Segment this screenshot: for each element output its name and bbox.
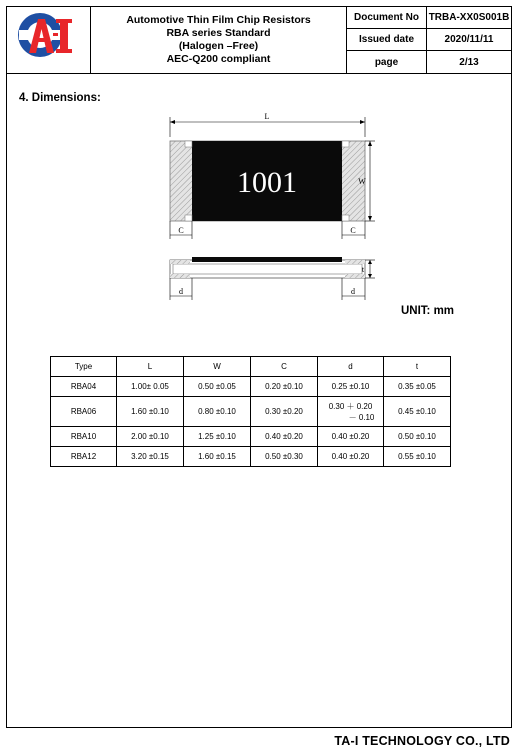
column-header-C: C: [251, 357, 318, 377]
cell-W: 1.60 ±0.15: [184, 447, 251, 467]
table-row: [51, 447, 451, 467]
unit-label: UNIT: mm: [401, 305, 455, 317]
cell-t: 0.45 ±0.10: [384, 397, 451, 427]
company-logo: [7, 7, 91, 73]
cell-type: RBA06: [51, 397, 117, 427]
dimension-C: [170, 221, 365, 239]
dim-C-right-label: C: [350, 226, 356, 235]
dim-d-left-label: d: [179, 287, 183, 296]
cell-t: 0.35 ±0.05: [384, 377, 451, 397]
table-header-row: [51, 357, 451, 377]
dim-C-left-label: C: [178, 226, 184, 235]
dim-t-label: t: [361, 265, 365, 274]
cell-t: 0.55 ±0.10: [384, 447, 451, 467]
table-row: [51, 377, 451, 397]
document-no-value: TRBA-XX0S001B: [427, 7, 511, 29]
cell-d: [318, 397, 384, 427]
cell-W: 1.25 ±0.10: [184, 427, 251, 447]
document-page: [6, 6, 512, 728]
column-header-W: W: [184, 357, 251, 377]
document-title-line: Automotive Thin Film Chip Resistors: [126, 14, 311, 26]
issued-date-value: 2020/11/11: [427, 29, 511, 51]
dimension-L: [170, 112, 365, 137]
cell-type: RBA10: [51, 427, 117, 447]
cell-W: 0.80 ±0.10: [184, 397, 251, 427]
cell-type: RBA04: [51, 377, 117, 397]
cell-L: 2.00 ±0.10: [117, 427, 184, 447]
column-header-t: t: [384, 357, 451, 377]
company-footer: TA-I TECHNOLOGY CO., LTD: [334, 734, 510, 748]
ta-i-logo-icon: [7, 7, 91, 73]
chip-top-view: [170, 141, 365, 221]
document-no-label: Document No: [347, 7, 427, 29]
document-title-line: RBA series Standard: [166, 27, 271, 39]
column-header-type: Type: [51, 357, 117, 377]
document-title-line: (Halogen –Free): [178, 40, 259, 52]
cell-d-line: 0.30 ＋ 0.20: [328, 401, 373, 411]
dimension-d: [170, 278, 365, 300]
cell-L: 1.00± 0.05: [117, 377, 184, 397]
page-number-value: 2/13: [459, 56, 479, 68]
column-header-d: d: [318, 357, 384, 377]
dim-d-right-label: d: [351, 287, 355, 296]
document-title-line: AEC-Q200 compliant: [166, 53, 271, 65]
resistor-marking: 1001: [237, 166, 297, 199]
dim-L-label: L: [264, 112, 270, 121]
page-label: page: [347, 51, 427, 73]
cell-d: 0.40 ±0.20: [318, 447, 384, 467]
cell-C: 0.30 ±0.20: [251, 397, 318, 427]
table-row: [51, 427, 451, 447]
cell-C: 0.20 ±0.10: [251, 377, 318, 397]
cell-t: 0.50 ±0.10: [384, 427, 451, 447]
dimension-drawing: [147, 107, 387, 307]
document-title-block: [91, 7, 347, 73]
chip-side-view: [170, 257, 365, 278]
dim-W-label: W: [358, 177, 366, 186]
cell-C: 0.50 ±0.30: [251, 447, 318, 467]
cell-L: 1.60 ±0.10: [117, 397, 184, 427]
section-title: 4. Dimensions:: [19, 92, 101, 104]
cell-L: 3.20 ±0.15: [117, 447, 184, 467]
cell-type: RBA12: [51, 447, 117, 467]
cell-d: 0.40 ±0.20: [318, 427, 384, 447]
issued-date-label: Issued date: [347, 29, 427, 51]
cell-d-line: － 0.10: [348, 412, 375, 422]
dimensions-table: [50, 356, 451, 467]
column-header-L: L: [117, 357, 184, 377]
table-row: [51, 397, 451, 427]
cell-C: 0.40 ±0.20: [251, 427, 318, 447]
cell-W: 0.50 ±0.05: [184, 377, 251, 397]
document-header: [7, 7, 511, 74]
cell-d: 0.25 ±0.10: [318, 377, 384, 397]
